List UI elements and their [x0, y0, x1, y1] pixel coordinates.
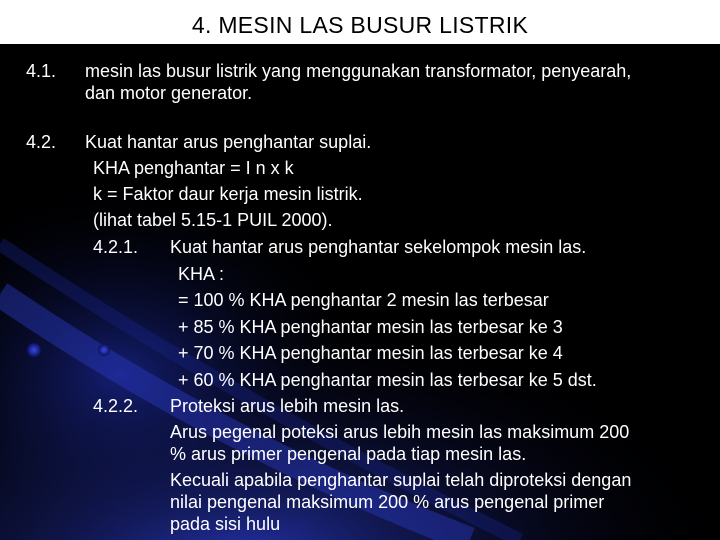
slide-title: 4. MESIN LAS BUSUR LISTRIK: [191, 12, 529, 38]
section-4-1-text-line1: mesin las busur listrik yang menggunakan transformator, penyearah,: [85, 61, 632, 81]
decorative-dot: [98, 344, 110, 356]
section-4-2-heading: Kuat hantar arus penghantar suplai.: [85, 132, 372, 152]
kha-term: + 70 % KHA penghantar mesin las terbesar ke 4: [178, 343, 563, 363]
kha-term: = 100 % KHA penghantar 2 mesin las terbesar: [178, 290, 549, 310]
protection-text-line: % arus primer pengenal pada tiap mesin las.: [170, 444, 527, 464]
section-number-4-2-2: 4.2.2.: [93, 396, 139, 416]
title-bar: [0, 0, 720, 44]
decorative-dot: [27, 343, 41, 357]
kha-term: + 60 % KHA penghantar mesin las terbesar ke 5 dst.: [178, 370, 597, 390]
kha-label: KHA :: [178, 264, 225, 284]
section-number-4-2-1: 4.2.1.: [93, 237, 139, 257]
table-reference: (lihat tabel 5.15-1 PUIL 2000).: [93, 210, 333, 230]
section-4-1-text-line2: dan motor generator.: [85, 83, 253, 103]
kha-term: + 85 % KHA penghantar mesin las terbesar ke 3: [178, 317, 563, 337]
section-number-4-2: 4.2.: [26, 132, 57, 152]
section-4-2-2-heading: Proteksi arus lebih mesin las.: [170, 396, 405, 416]
section-number-4-1: 4.1.: [26, 61, 57, 81]
section-4-2-1-heading: Kuat hantar arus penghantar sekelompok mesin las.: [170, 237, 587, 257]
protection-text-line: pada sisi hulu: [170, 514, 281, 534]
k-definition: k = Faktor daur kerja mesin listrik.: [93, 184, 363, 204]
protection-text-line: Arus pegenal poteksi arus lebih mesin las maksimum 200: [170, 422, 630, 442]
protection-text-line: nilai pengenal maksimum 200 % arus pengenal primer: [170, 492, 605, 512]
kha-formula: KHA penghantar = I n x k: [93, 158, 294, 178]
protection-text-line: Kecuali apabila penghantar suplai telah diproteksi dengan: [170, 470, 632, 490]
